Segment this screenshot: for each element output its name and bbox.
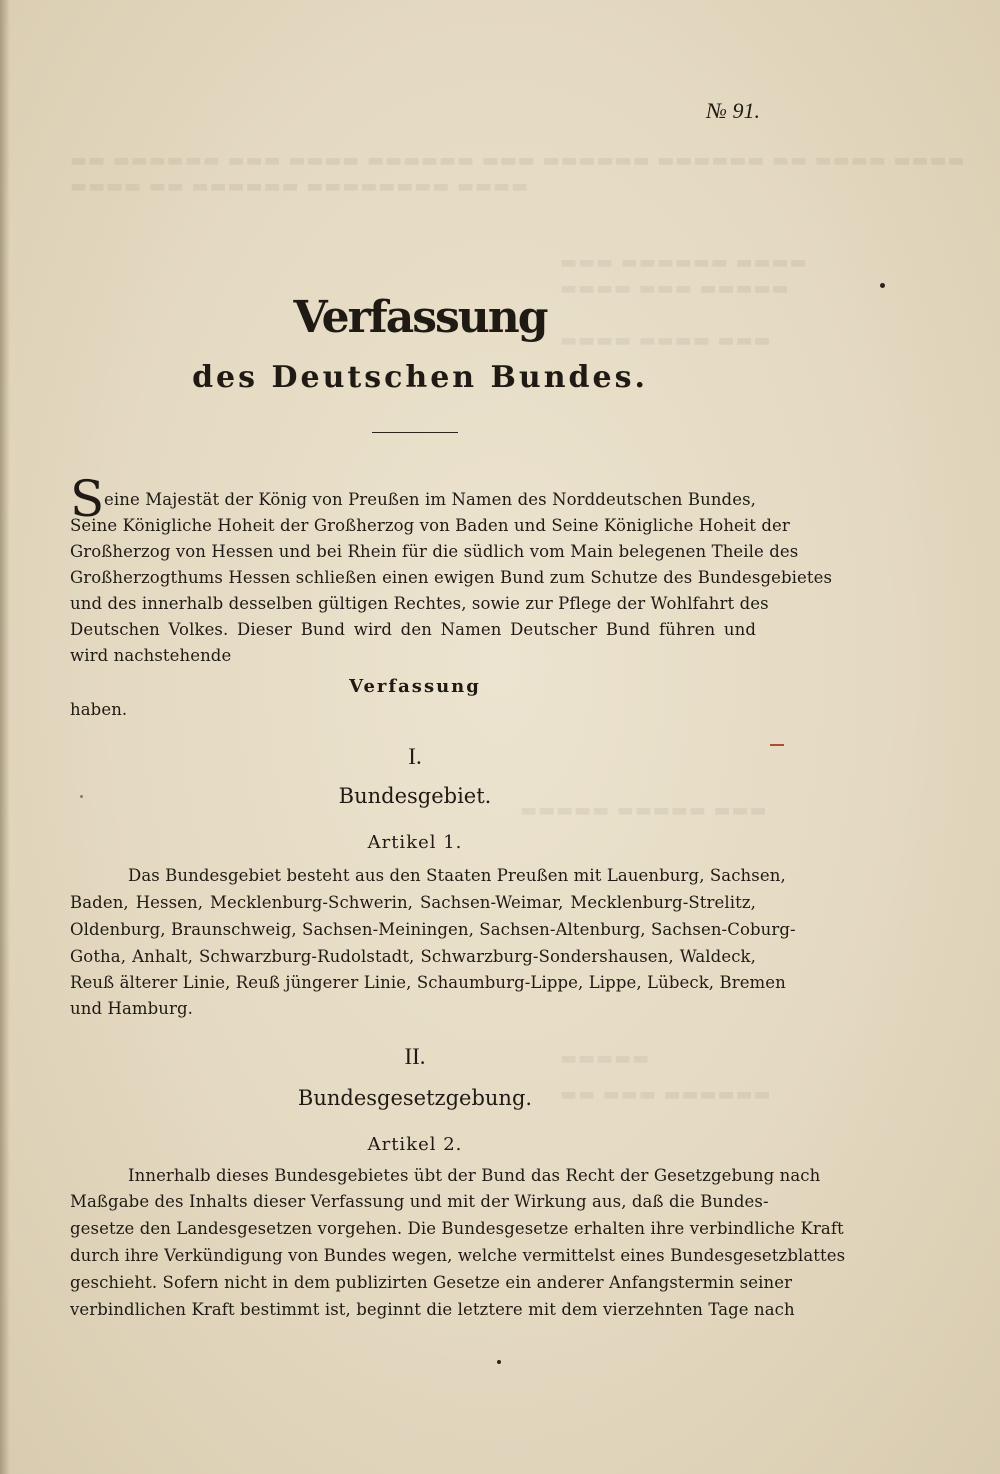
bleed-through: ▬▬▬ ▬▬▬▬▬▬ ▬▬▬▬ (560, 252, 808, 273)
bleed-through: ▬▬▬▬▬ ▬▬▬▬▬ ▬▬▬ (520, 800, 768, 821)
article-line: geschieht. Sofern nicht in dem publizirten Gesetze ein anderer Anfangstermin seiner (70, 1273, 793, 1292)
preamble-line: und des innerhalb desselben gültigen Rechtes, sowie zur Pflege der Wohlfahrt des (70, 594, 769, 613)
article-line: Baden, Hessen, Mecklenburg-Schwerin, Sachsen-Weimar, Mecklenburg-Strelitz, (70, 893, 756, 912)
article-line: und Hamburg. (70, 999, 194, 1018)
article-line: Maßgabe des Inhalts dieser Verfassung und mit der Wirkung aus, daß die Bundes- (70, 1192, 769, 1211)
title-divider (372, 432, 458, 433)
article-line: Das Bundesgebiet besteht aus den Staaten Preußen mit Lauenburg, Sachsen, (128, 866, 786, 885)
verfassung-emphasis: Verfassung (349, 676, 481, 697)
paper-speck (80, 795, 83, 798)
article-heading: Artikel 1. (367, 832, 463, 853)
article-line: durch ihre Verkündigung von Bundes wegen, welche vermittelst eines Bundesgesetzblattes (70, 1246, 846, 1265)
section-numeral: II. (404, 1044, 426, 1069)
section-numeral: I. (408, 744, 422, 769)
article-line: Reuß älterer Linie, Reuß jüngerer Linie, Schaumburg-Lippe, Lippe, Lübeck, Bremen (70, 973, 786, 992)
page-edge-shadow (0, 0, 10, 1474)
article-line: Innerhalb dieses Bundesgebietes übt der Bund das Recht der Gesetzgebung nach (128, 1166, 821, 1185)
preamble-line: Deutschen Volkes. Dieser Bund wird den Namen Deutscher Bund führen und (70, 620, 756, 639)
article-line: Oldenburg, Braunschweig, Sachsen-Meiningen, Sachsen-Altenburg, Sachsen-Coburg- (70, 920, 796, 939)
paper-speck (880, 283, 885, 288)
bleed-through: ▬▬ ▬▬▬ ▬▬▬▬▬▬ (560, 1084, 772, 1105)
bleed-through: ▬▬▬▬ ▬▬▬▬ ▬▬▬ (560, 330, 772, 351)
bleed-through: ▬▬▬▬ ▬▬▬ ▬▬▬▬▬ (560, 278, 790, 299)
bleed-through: ▬▬ ▬▬▬▬▬▬ ▬▬▬ ▬▬▬▬ ▬▬▬▬▬▬ ▬▬▬ ▬▬▬▬▬▬ ▬▬▬▬▬▬ ▬▬ ▬▬▬▬ ▬▬▬▬ (70, 150, 966, 171)
preamble-line: Großherzogthums Hessen schließen einen ewigen Bund zum Schutze des Bundesgebietes (70, 568, 833, 587)
preamble-line: Seine Königliche Hoheit der Großherzog von Baden und Seine Königliche Hoheit der (70, 516, 790, 535)
preamble-line: eine Majestät der König von Preußen im Namen des Norddeutschen Bundes, (104, 490, 756, 509)
page-number: № 91. (706, 98, 760, 123)
preamble-line: Großherzog von Hessen und bei Rhein für die südlich vom Main belegenen Theile des (70, 542, 799, 561)
paper-speck (497, 1360, 501, 1364)
document-subtitle: des Deutschen Bundes. (192, 360, 648, 395)
section-title: Bundesgebiet. (338, 784, 492, 808)
article-line: gesetze den Landesgesetzen vorgehen. Die Bundesgesetze erhalten ihre verbindliche Kraft (70, 1219, 844, 1238)
drop-cap: S (70, 470, 105, 528)
red-margin-mark (770, 744, 784, 746)
document-title: Verfassung (293, 292, 547, 343)
preamble-closing: haben. (70, 700, 128, 719)
article-line: verbindlichen Kraft bestimmt ist, beginnt die letztere mit dem vierzehnten Tage nach (70, 1300, 795, 1319)
article-line: Gotha, Anhalt, Schwarzburg-Rudolstadt, Schwarzburg-Sondershausen, Waldeck, (70, 947, 756, 966)
bleed-through: ▬▬▬▬ ▬▬ ▬▬▬▬▬▬ ▬▬▬▬▬▬▬▬ ▬▬▬▬ (70, 176, 530, 197)
preamble-line: wird nachstehende (70, 646, 232, 665)
article-heading: Artikel 2. (367, 1134, 463, 1155)
section-title: Bundesgesetzgebung. (297, 1086, 533, 1110)
bleed-through: ▬▬▬▬▬ (560, 1048, 651, 1069)
